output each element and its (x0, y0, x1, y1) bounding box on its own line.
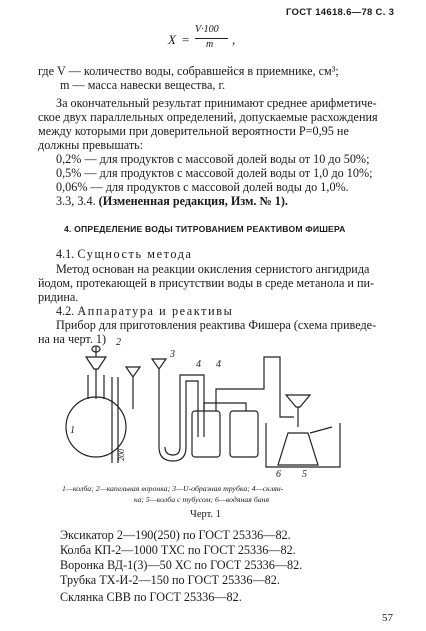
device-line: Прибор для приготовления реактива Фишера (схема приведе- (56, 318, 377, 332)
equipment-item: Эксикатор 2—190(250) по ГОСТ 25336—82. (60, 528, 291, 542)
dimension-label: 200 (117, 449, 126, 461)
formula-comma: , (232, 32, 236, 47)
section-title: 4. ОПРЕДЕЛЕНИЕ ВОДЫ ТИТРОВАНИЕМ РЕАКТИВОМ ФИШЕРА (64, 224, 346, 234)
subsection-number: 4.1. (56, 247, 75, 261)
subsection-number: 4.2. (56, 304, 75, 318)
u-tube-3 (152, 359, 198, 461)
subsection-heading (56, 304, 233, 318)
equipment-item: Склянка СВВ по ГОСТ 25336—82. (60, 590, 242, 604)
flask-5 (278, 433, 318, 465)
method-line: ридина. (38, 290, 79, 304)
page-header: ГОСТ 14618.6—78 С. 3 (286, 7, 395, 18)
water-bath-6 (266, 423, 340, 467)
apparatus-diagram (40, 337, 380, 477)
limit-line: 0,06% — для продуктов с массовой долей воды до 1,0%. (56, 180, 349, 194)
limit-line: 0,5% — для продуктов с массовой долей воды от 1,0 до 10%; (56, 166, 373, 180)
edition-bold: (Измененная редакция, Изм. № 1). (98, 194, 288, 208)
dropping-funnel (86, 357, 106, 369)
figure-label: 6 (276, 469, 281, 477)
funnel (286, 395, 310, 427)
figure-label: 5 (302, 469, 307, 477)
equipment-item: Колба КП-2—1000 ТХС по ГОСТ 25336—82. (60, 543, 296, 557)
result-line: За окончательный результат принимают среднее арифметиче- (56, 96, 377, 110)
subsection-heading (56, 247, 193, 261)
formula-equals: = (182, 32, 190, 47)
limit-line: 0,2% — для продуктов с массовой долей воды от 10 до 50%; (56, 152, 370, 166)
figure-label: 4 (216, 359, 221, 370)
subsection-title: Аппаратура и реактивы (77, 304, 234, 318)
subsection-title: Сущность метода (77, 247, 193, 261)
figure-label: 4 (196, 359, 201, 370)
where-line: где V — количество воды, собравшейся в приемнике, см³; (38, 64, 339, 78)
figure-title: Черт. 1 (190, 509, 221, 520)
result-line: между которыми при доверительной вероятности P=0,95 не (38, 124, 349, 138)
page-number: 57 (382, 612, 393, 624)
formula-denominator: m (206, 39, 214, 50)
figure-caption: 1—колба; 2—капельная воронка; 3—U-образная трубка; 4—склян- (62, 484, 284, 493)
formula-lhs: X (168, 32, 176, 47)
bottle-4a (192, 411, 220, 457)
formula-numerator: V·100 (195, 24, 219, 35)
figure-label: 2 (116, 337, 121, 348)
equipment-item: Воронка ВД-1(3)—50 ХС по ГОСТ 25336—82. (60, 558, 303, 572)
device-line: на на черт. 1) (38, 332, 107, 346)
edition-prefix: 3.3, 3.4. (56, 194, 96, 208)
figure-label: 1 (70, 425, 75, 436)
figure-label: 3 (170, 349, 175, 360)
result-line: ское двух параллельных определений, допускаемые расхождения (38, 110, 378, 124)
m-line: m — масса навески вещества, г. (60, 78, 226, 92)
bottle-4b (230, 411, 258, 457)
formula (168, 24, 258, 54)
result-line: должны превышать: (38, 138, 144, 152)
method-line: Метод основан на реакции окисления сернистого ангидрида (56, 262, 370, 276)
edition-note (56, 194, 288, 208)
flask-1 (66, 397, 126, 457)
equipment-item: Трубка ТХ-И-2—150 по ГОСТ 25336—82. (60, 573, 280, 587)
method-line: йодом, протекающей в присутствии воды в среде метанола и пи- (38, 276, 375, 290)
figure-caption: ка; 5—колба с тубусом; 6—водяная баня (134, 495, 270, 504)
